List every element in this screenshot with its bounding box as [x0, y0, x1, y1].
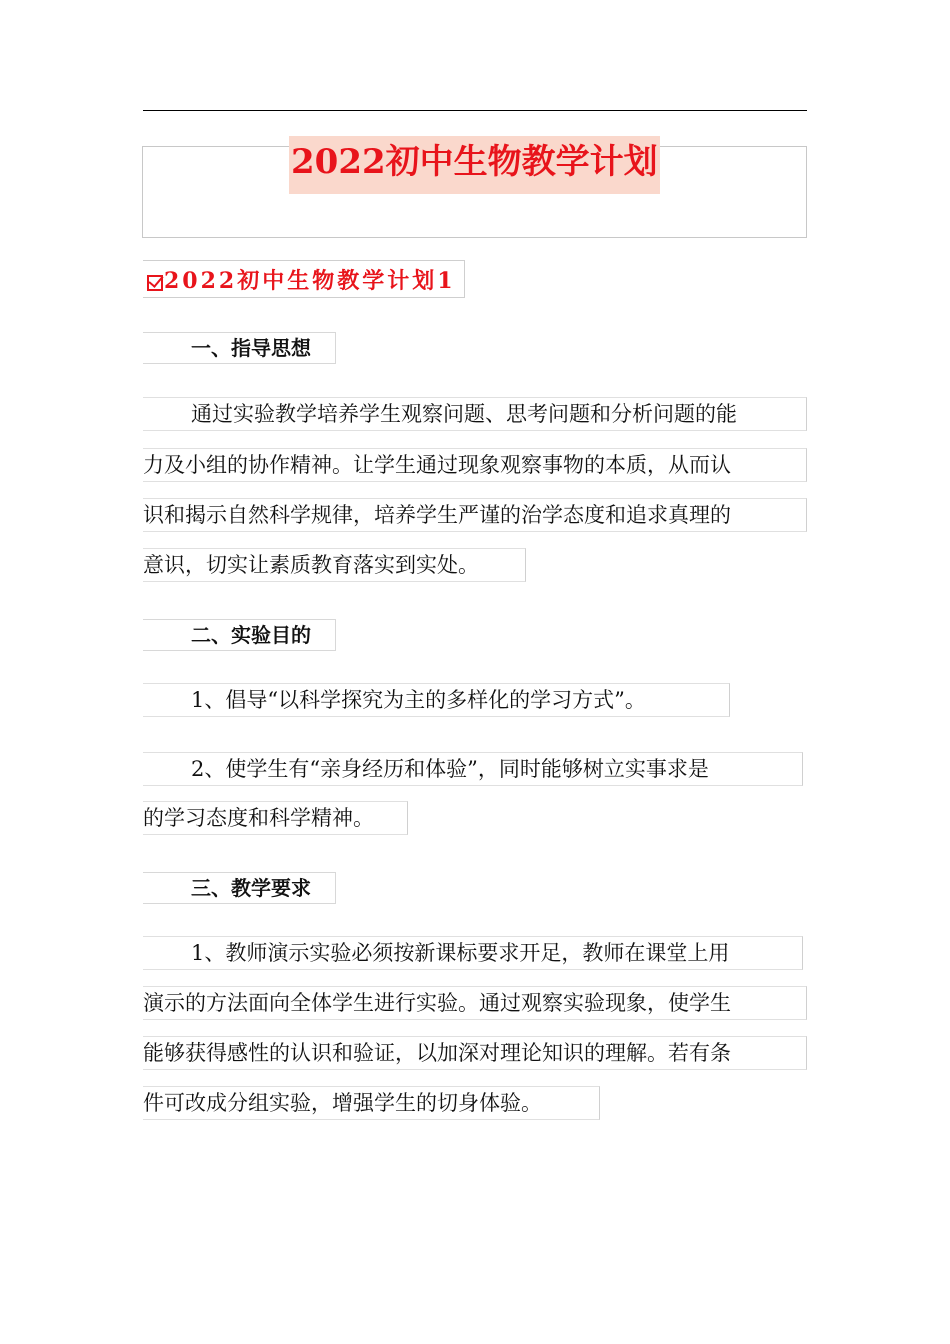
paragraph-line: 演示的方法面向全体学生进行实验。通过观察实验现象，使学生 — [143, 986, 807, 1020]
subtitle-block — [143, 260, 465, 298]
document-title: 2022初中生物教学计划 — [289, 136, 660, 194]
paragraph-line: 2、使学生有“亲身经历和体验”，同时能够树立实事求是 — [143, 752, 803, 786]
section-heading-experiment-purpose: 二、实验目的 — [143, 619, 336, 651]
section-heading-guiding-thought: 一、指导思想 — [143, 332, 336, 364]
section-heading-teaching-requirements: 三、教学要求 — [143, 872, 336, 904]
subtitle: 2022初中生物教学计划1 — [164, 267, 456, 294]
checkbox-check-icon — [147, 275, 163, 291]
paragraph-line: 意识，切实让素质教育落实到实处。 — [143, 548, 526, 582]
paragraph-line: 识和揭示自然科学规律，培养学生严谨的治学态度和追求真理的 — [143, 498, 807, 532]
paragraph-line: 的学习态度和科学精神。 — [143, 801, 408, 835]
paragraph-line: 能够获得感性的认识和验证，以加深对理论知识的理解。若有条 — [143, 1036, 807, 1070]
header-rule — [143, 110, 807, 111]
paragraph-line: 力及小组的协作精神。让学生通过现象观察事物的本质，从而认 — [143, 448, 807, 482]
paragraph-line: 件可改成分组实验，增强学生的切身体验。 — [143, 1086, 600, 1120]
paragraph-line: 通过实验教学培养学生观察问题、思考问题和分析问题的能 — [143, 397, 807, 431]
paragraph-line: 1、教师演示实验必须按新课标要求开足，教师在课堂上用 — [143, 936, 803, 970]
paragraph-line: 1、倡导“以科学探究为主的多样化的学习方式”。 — [143, 683, 730, 717]
